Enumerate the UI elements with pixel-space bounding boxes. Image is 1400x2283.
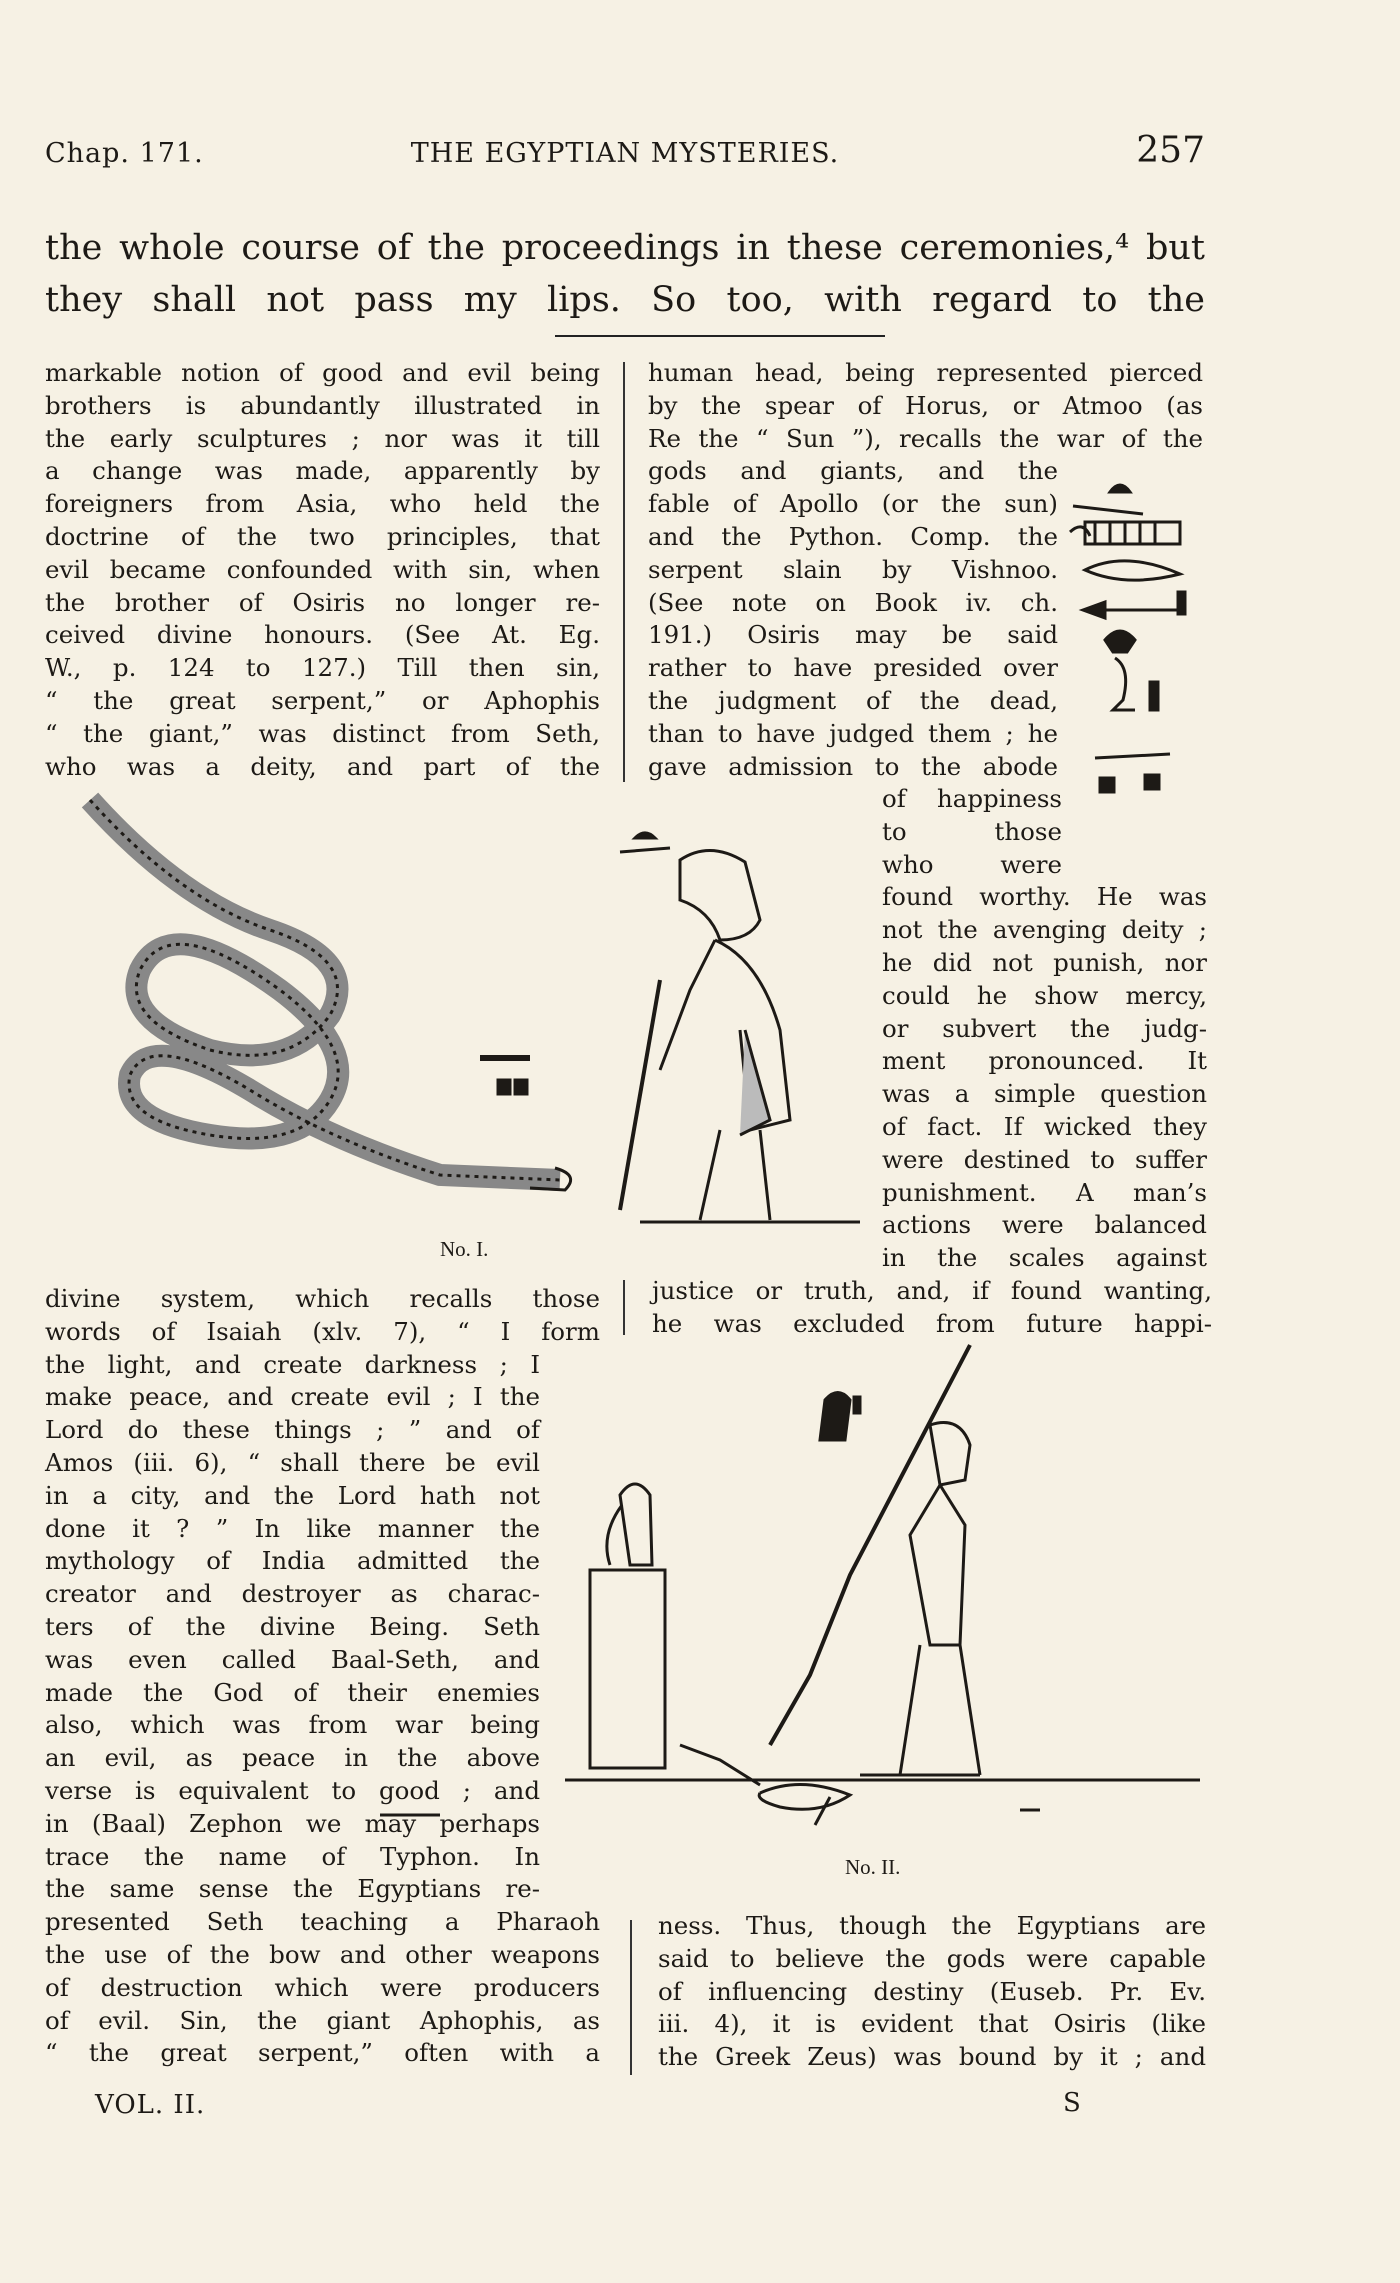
- footnote-line: who was a deity, and part of the: [45, 751, 600, 781]
- footnote-line: 191.) Osiris may be said: [648, 620, 1058, 650]
- footnote-line: of destruction which were producers: [45, 1972, 600, 2002]
- footnote-line: were destined to suffer: [882, 1144, 1207, 1174]
- footnote-line: to those: [882, 816, 1062, 846]
- footnote-line: in the scales against: [882, 1243, 1207, 1273]
- footnote-line: could he show mercy,: [882, 980, 1207, 1010]
- footnote-line: the use of the bow and other weapons: [45, 1939, 600, 1969]
- footnote-line: gods and giants, and the: [648, 456, 1058, 486]
- footnote-line: make peace, and create evil ; I the: [45, 1382, 540, 1412]
- footnote-line: trace the name of Typhon. In: [45, 1841, 540, 1871]
- footnote-line: Re the “ Sun ”), recalls the war of the: [648, 423, 1203, 453]
- footnote-line: found worthy. He was: [882, 882, 1207, 912]
- footnote-line: he did not punish, nor: [882, 947, 1207, 977]
- footnote-line: was a simple question: [882, 1079, 1207, 1109]
- footnote-line: W., p. 124 to 127.) Till then sin,: [45, 653, 600, 683]
- footnote-line: Amos (iii. 6), “ shall there be evil: [45, 1447, 540, 1477]
- footnote-line: mythology of India admitted the: [45, 1546, 540, 1576]
- footnote-line: foreigners from Asia, who held the: [45, 489, 600, 519]
- footnote-line: ceived divine honours. (See At. Eg.: [45, 620, 600, 650]
- footnote-line: markable notion of good and evil being: [45, 358, 600, 387]
- footnote-left-bottom: [45, 1283, 600, 2070]
- column-divider: [630, 1920, 632, 2075]
- volume-label: VOL. II.: [95, 2090, 206, 2120]
- footnote-line: “ the great serpent,” or Aphophis: [45, 685, 600, 715]
- footnote-line: creator and destroyer as charac-: [45, 1579, 540, 1609]
- footnote-line: the early sculptures ; nor was it till: [45, 423, 600, 453]
- footnote-right-top: [648, 455, 1058, 783]
- page-title: THE EGYPTIAN MYSTERIES.: [410, 138, 840, 169]
- footnote-line: than to have judged them ; he: [648, 718, 1058, 748]
- footnote-line: of fact. If wicked they: [882, 1111, 1207, 1141]
- footnote-line: doctrine of the two principles, that: [45, 521, 600, 551]
- footnote-right-bottom: [658, 1910, 1206, 2074]
- footnote-line: punishment. A man’s: [882, 1177, 1207, 1207]
- footnote-line: the Greek Zeus) was bound by it ; and: [658, 2042, 1206, 2072]
- footnote-line: or subvert the judg-: [882, 1013, 1207, 1043]
- footnote-line: evil became confounded with sin, when: [45, 554, 600, 584]
- footnote-line: and the Python. Comp. the: [648, 521, 1058, 551]
- figure-caption: No. I.: [440, 1237, 489, 1261]
- footnote-line: justice or truth, and, if found wanting,: [652, 1276, 1212, 1305]
- footnote-line: ment pronounced. It: [882, 1046, 1207, 1076]
- footnote-right-middle: [882, 783, 1207, 1275]
- footnote-line: in a city, and the Lord hath not: [45, 1480, 540, 1510]
- footnote-line: the judgment of the dead,: [648, 685, 1058, 715]
- signature-mark: S: [1063, 2088, 1081, 2118]
- footnote-line: fable of Apollo (or the sun): [648, 489, 1058, 519]
- footnote-line: “ the great serpent,” often with a: [45, 2038, 600, 2068]
- footnote-line: iii. 4), it is evident that Osiris (like: [658, 2009, 1206, 2039]
- footnote-line: of happiness: [882, 784, 1062, 813]
- figure-serpent-and-god: [60, 790, 870, 1230]
- footnote-line: brothers is abundantly illustrated in: [45, 390, 600, 420]
- footnote-line: was even called Baal-Seth, and: [45, 1644, 540, 1674]
- footnote-line: rather to have presided over: [648, 653, 1058, 683]
- body-line: the whole course of the proceedings in these ceremonies,⁴ but: [45, 228, 1205, 268]
- figure-caption: No. II.: [845, 1855, 901, 1879]
- column-divider: [623, 362, 625, 782]
- footnote-line: (See note on Book iv. ch.: [648, 587, 1058, 617]
- hieroglyph-column: [1065, 470, 1215, 800]
- figure-judgment-scene: [560, 1345, 1220, 1870]
- footnote-line: the light, and create darkness ; I: [45, 1349, 540, 1379]
- footnote-line: made the God of their enemies: [45, 1677, 540, 1707]
- footnote-line: “ the giant,” was distinct from Seth,: [45, 718, 600, 748]
- footnote-line: he was excluded from future happi-: [652, 1308, 1212, 1338]
- footnote-line: presented Seth teaching a Pharaoh: [45, 1907, 600, 1937]
- chapter-label: Chap. 171.: [45, 138, 204, 169]
- footnote-line: done it ? ” In like manner the: [45, 1513, 540, 1543]
- footnote-left-top: [45, 357, 600, 783]
- footnote-line: actions were balanced: [882, 1210, 1207, 1240]
- footnote-right-bottom-upper: [652, 1275, 1212, 1341]
- footnote-line: words of Isaiah (xlv. 7), “ I form: [45, 1316, 600, 1346]
- footnote-line: by the spear of Horus, or Atmoo (as: [648, 390, 1203, 420]
- footnote-line: ters of the divine Being. Seth: [45, 1611, 540, 1641]
- footnote-line: ness. Thus, though the Egyptians are: [658, 1911, 1206, 1940]
- footnote-line: a change was made, apparently by: [45, 456, 600, 486]
- footnote-line: said to believe the gods were capable: [658, 1943, 1206, 1973]
- footnote-line: serpent slain by Vishnoo.: [648, 554, 1058, 584]
- footnote-line: human head, being represented pierced: [648, 358, 1203, 387]
- column-divider: [623, 1280, 625, 1335]
- footnote-line: divine system, which recalls those: [45, 1284, 600, 1313]
- footnote-line: also, which was from war being: [45, 1710, 540, 1740]
- footnote-line: of evil. Sin, the giant Aphophis, as: [45, 2005, 600, 2035]
- footnote-right-top-wide: [648, 357, 1203, 455]
- footnote-line: the same sense the Egyptians re-: [45, 1874, 540, 1904]
- footnote-line: of influencing destiny (Euseb. Pr. Ev.: [658, 1976, 1206, 2006]
- running-header: [45, 130, 1205, 178]
- page-number: 257: [1136, 130, 1205, 171]
- footnote-line: Lord do these things ; ” and of: [45, 1415, 540, 1445]
- footnote-line: an evil, as peace in the above: [45, 1743, 540, 1773]
- main-body-text: [45, 222, 1205, 326]
- body-line: they shall not pass my lips. So too, with regard to the: [45, 280, 1205, 320]
- footnote-line: gave admission to the abode: [648, 751, 1058, 781]
- footnote-line: in (Baal) Zephon we may perhaps: [45, 1808, 540, 1838]
- footnote-divider: [555, 335, 885, 337]
- footnote-line: who were: [882, 849, 1062, 879]
- footnote-line: verse is equivalent to good ; and: [45, 1775, 540, 1805]
- footnote-line: the brother of Osiris no longer re-: [45, 587, 600, 617]
- footnote-line: not the avenging deity ;: [882, 915, 1207, 945]
